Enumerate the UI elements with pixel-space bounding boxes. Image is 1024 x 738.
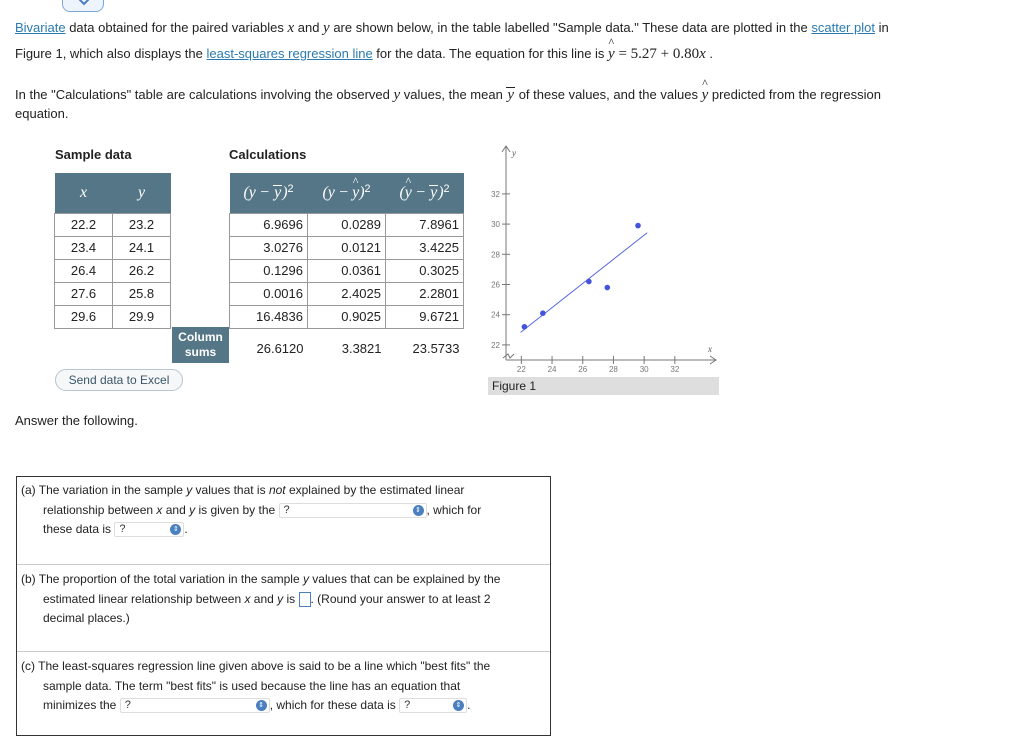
data-point: [586, 279, 592, 285]
calculations-title: Calculations: [229, 147, 307, 162]
table-row: 27.6 25.8: [55, 282, 171, 305]
y-tick-label: 30: [491, 220, 500, 230]
x-tick-label: 24: [547, 365, 557, 374]
x-tick-label: 32: [670, 365, 680, 374]
divider: [17, 564, 550, 565]
hat-icon: ^: [702, 76, 708, 90]
table-row: 6.9696 0.0289 7.8961: [230, 213, 464, 236]
question-b-answer-input[interactable]: [299, 592, 311, 607]
data-point: [605, 285, 611, 291]
send-data-to-excel-button[interactable]: Send data to Excel: [55, 369, 183, 391]
y-tick-label: 28: [491, 250, 500, 260]
collapse-toggle[interactable]: [62, 0, 104, 12]
scatter-plot-link[interactable]: scatter plot: [811, 20, 875, 35]
x-tick-label: 22: [516, 365, 526, 374]
x-tick-label: 26: [578, 365, 588, 374]
calc-header-y-minus-yhat: (y − ^ y)$^2$: [308, 173, 386, 213]
sample-data-table: [54, 173, 171, 329]
column-sums-row: 26.6120 3.3821 23.5733: [256, 340, 460, 356]
question-a: (a) The variation in the sample y values that is not explained by the estimated linear relationship between x and y is given by the ? ⇕ , which for these data is ? ⇕ .: [21, 483, 482, 536]
sample-header-x: x: [55, 173, 113, 213]
calc-header-yhat-minus-ybar: ( ^ y − y)$^2$: [386, 173, 464, 213]
calc-header-y-minus-ybar: $(y - y)^2$: [230, 173, 308, 213]
intro-line-2: Figure 1, which also displays the least-squares regression line for the data. The equation for this line is ^ y = 5.27 + 0.80x .: [15, 35, 714, 62]
table-row: 23.4 24.1: [55, 236, 171, 259]
column-sums-label: Column sums: [172, 327, 229, 363]
y-tick-label: 24: [491, 310, 500, 320]
y-bar-symbol: y: [507, 87, 515, 103]
bivariate-link[interactable]: Bivariate: [15, 20, 66, 35]
regression-line: [521, 233, 648, 333]
intro-line-1: Bivariate data obtained for the paired variables x and y are shown below, in the table labelled "Sample data." These data are plotted in the scatter plot in: [15, 20, 889, 36]
x-axis-label: x: [708, 344, 712, 354]
x-tick-label: 28: [608, 365, 618, 374]
calculations-table: [229, 173, 464, 356]
sample-data-title: Sample data: [55, 147, 132, 162]
axis-break-icon: [503, 354, 514, 358]
question-a-quantity-dropdown[interactable]: ? ⇕: [279, 503, 427, 518]
spinner-icon: ⇕: [413, 505, 424, 516]
figure-caption: Figure 1: [488, 377, 719, 395]
question-a-value-dropdown[interactable]: ? ⇕: [114, 522, 184, 537]
spinner-icon: ⇕: [256, 700, 267, 711]
question-b: (b) The proportion of the total variation in the sample y values that can be explained by the estimated linear relationship between x and y is . (Round your answer to at least 2 decimal places.): [21, 572, 501, 625]
data-point: [635, 223, 641, 229]
table-row: 16.4836 0.9025 9.6721: [230, 305, 464, 328]
question-c: (c) The least-squares regression line given above is said to be a line which "best fits" the sample data. The term "best fits" is used because the line has an equation that minimizes the ? ⇕ , which for these data is ? ⇕ .: [21, 659, 491, 712]
chevron-down-icon: [76, 0, 92, 6]
y-tick-label: 32: [491, 189, 500, 199]
y-tick-label: 26: [491, 280, 500, 290]
y-axis-label: y: [512, 148, 516, 158]
spinner-icon: ⇕: [453, 700, 464, 711]
y-hat-symbol: ^ y: [701, 76, 709, 103]
hat-icon: ^: [608, 35, 615, 49]
intro-line-4: equation.: [15, 106, 69, 121]
regression-equation: ^ y: [608, 35, 615, 62]
table-row: 0.1296 0.0361 0.3025: [230, 259, 464, 282]
x-tick-label: 30: [639, 365, 649, 374]
data-point: [522, 324, 528, 330]
intro-line-3: In the "Calculations" table are calculations involving the observed y values, the mean y of these values, and the values ^ y predicted from the regression: [15, 76, 881, 103]
question-c-quantity-dropdown[interactable]: ? ⇕: [120, 698, 270, 713]
table-row: 29.6 29.9: [55, 305, 171, 328]
scatter-plot: [484, 140, 719, 375]
questions-panel: [16, 476, 551, 736]
table-row: 22.2 23.2: [55, 213, 171, 236]
y-tick-label: 22: [491, 340, 500, 350]
answer-following-text: Answer the following.: [15, 413, 138, 428]
regression-line-link[interactable]: least-squares regression line: [206, 46, 373, 61]
table-row: 26.4 26.2: [55, 259, 171, 282]
data-point: [540, 310, 546, 316]
sample-header-y: y: [113, 173, 171, 213]
divider: [17, 651, 550, 652]
question-c-value-dropdown[interactable]: ? ⇕: [399, 698, 467, 713]
table-row: 3.0276 0.0121 3.4225: [230, 236, 464, 259]
spinner-icon: ⇕: [170, 524, 181, 535]
table-row: 0.0016 2.4025 2.2801: [230, 282, 464, 305]
